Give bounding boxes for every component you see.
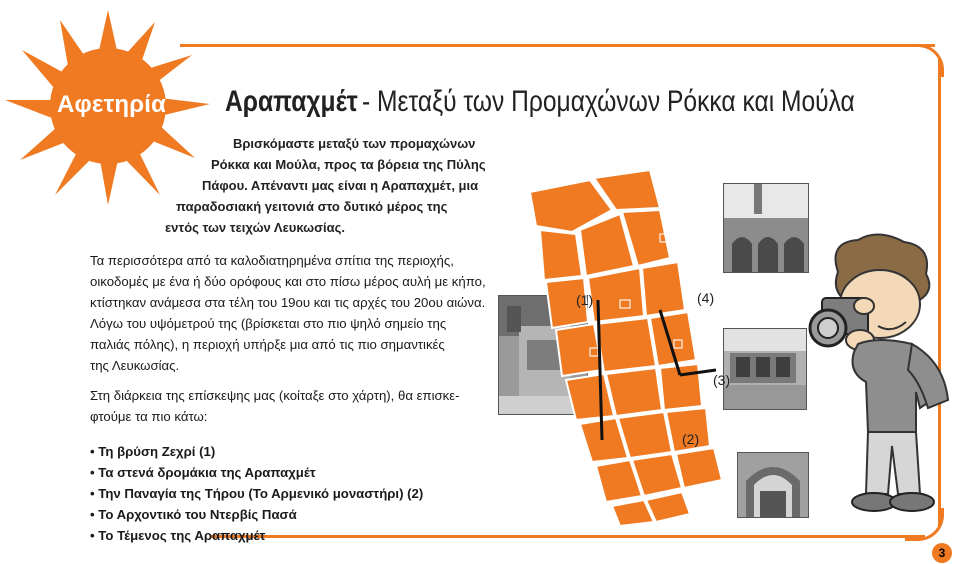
para-line: κτίστηκαν ανάμεσα στα τέλη του 19ου και τις αρχές του 20ου αιώνα. xyxy=(90,295,486,310)
intro-line: Βρισκόμαστε μεταξύ των προμαχώνων xyxy=(233,136,476,151)
start-badge-label: Αφετηρία xyxy=(57,91,167,118)
map-label-3: (3) xyxy=(713,372,731,388)
photographer-illustration xyxy=(808,232,954,517)
para-line: οικοδομές με ένα ή δύο ορόφους και στο πίσω μέρος αυλή με κήπο, xyxy=(90,274,486,289)
para-line: Στη διάρκεια της επίσκεψης μας (κοίταξε στο χάρτη), θα επισκε- xyxy=(90,388,460,403)
list-item: • Τη βρύση Ζεχρί (1) xyxy=(90,444,216,459)
para-line: παλιάς πόλης), η περιοχή υπήρξε μια από τις πιο σημαντικές xyxy=(90,337,445,352)
intro-line: Πάφου. Απέναντι μας είναι η Αραπαχμέτ, μια xyxy=(202,178,479,193)
map-label-4: (4) xyxy=(697,290,715,306)
list-item: • Την Παναγία της Τήρου (Το Αρμενικό μοναστήρι) (2) xyxy=(90,486,424,501)
para-line: Τα περισσότερα από τα καλοδιατηρημένα σπίτια της περιοχής, xyxy=(90,253,454,268)
frame-top-line xyxy=(180,44,935,47)
intro-line: παραδοσιακή γειτονιά στο δυτικό μέρος της xyxy=(176,199,448,214)
visit-list xyxy=(90,441,423,546)
mansion-photo xyxy=(723,328,807,410)
map-label-1: (1) xyxy=(576,292,594,308)
church-photo xyxy=(737,452,809,518)
page-title xyxy=(225,85,959,119)
list-item: • Το Τέμενος της Αραπαχμέτ xyxy=(90,528,266,543)
para-line: Λόγω του υψόμετρού της (βρίσκεται στο πιο ψηλό σημείο της xyxy=(90,316,447,331)
title-bold: Αραπαχμέτ xyxy=(225,85,358,118)
para-line: φτούμε τα πιο κάτω: xyxy=(90,409,208,424)
para-line: της Λευκωσίας. xyxy=(90,358,180,373)
list-item: • Το Αρχοντικό του Ντερβίς Πασά xyxy=(90,507,297,522)
list-item: • Τα στενά δρομάκια της Αραπαχμέτ xyxy=(90,465,316,480)
mosque-photo xyxy=(723,183,809,273)
map-label-2: (2) xyxy=(682,431,700,447)
frame-corner xyxy=(905,44,944,77)
paragraph-history xyxy=(90,250,486,376)
neighbourhood-map xyxy=(510,170,725,530)
paragraph-visit xyxy=(90,385,460,427)
intro-text xyxy=(0,133,486,238)
intro-line: εντός των τειχών Λευκωσίας. xyxy=(165,220,345,235)
title-rest: - Μεταξύ των Προμαχώνων Ρόκκα και Μούλα xyxy=(361,85,855,118)
intro-line: Ρόκκα και Μούλα, προς τα βόρεια της Πύλης xyxy=(211,157,486,172)
page-number: 3 xyxy=(932,543,952,563)
